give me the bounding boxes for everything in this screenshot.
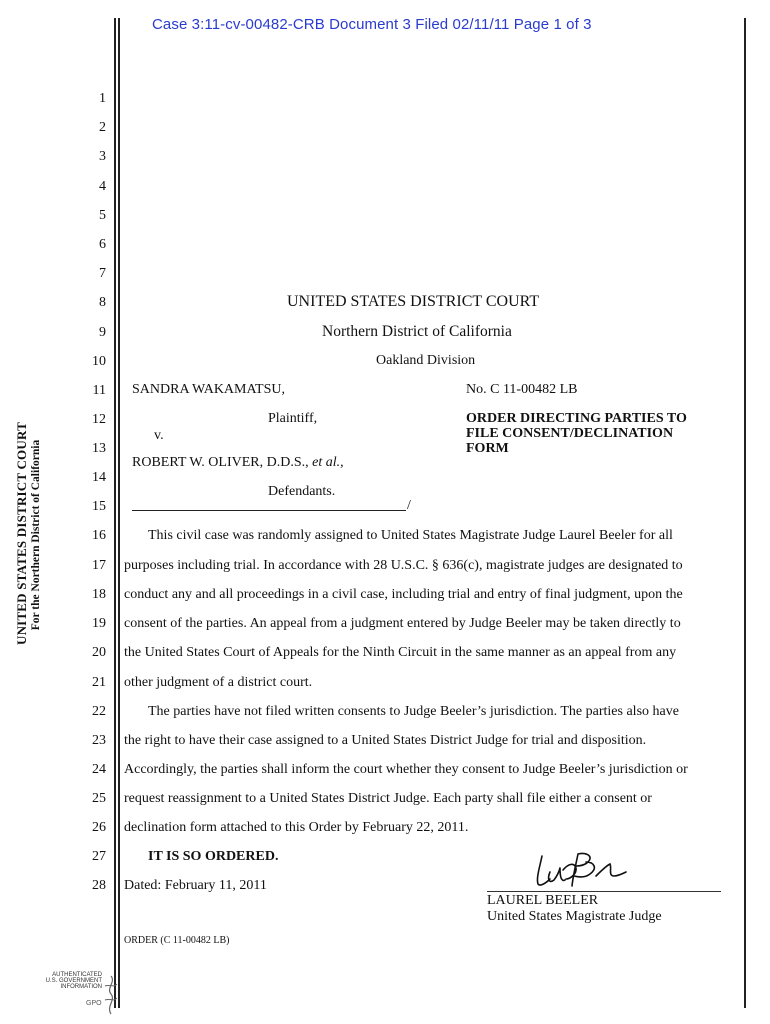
sidebar-court-name: UNITED STATES DISTRICT COURT bbox=[14, 422, 29, 645]
right-margin-rule bbox=[744, 18, 746, 1008]
line-number: 26 bbox=[92, 820, 106, 835]
line-number: 20 bbox=[92, 645, 106, 660]
line-number: 3 bbox=[99, 149, 106, 164]
line-number: 22 bbox=[92, 704, 106, 719]
body-line: other judgment of a district court. bbox=[124, 675, 313, 690]
line-number: 9 bbox=[99, 325, 106, 340]
line-number: 5 bbox=[99, 208, 106, 223]
line-number: 15 bbox=[92, 499, 106, 514]
line-number: 16 bbox=[92, 528, 106, 543]
judge-name: LAUREL BEELER bbox=[487, 893, 599, 908]
left-margin-rule-outer bbox=[114, 18, 116, 1008]
judge-signature-image bbox=[530, 846, 630, 892]
court-division: Oakland Division bbox=[376, 353, 476, 368]
line-number: 17 bbox=[92, 558, 106, 573]
line-number: 24 bbox=[92, 762, 106, 777]
body-line: purposes including trial. In accordance with 28 U.S.C. § 636(c), magistrate judges are designated to bbox=[124, 558, 683, 573]
court-sidebar bbox=[14, 422, 42, 645]
body-line: The parties have not filed written consents to Judge Beeler’s jurisdiction. The parties also have bbox=[148, 704, 679, 719]
signature-line bbox=[487, 891, 721, 892]
body-line: Accordingly, the parties shall inform the court whether they consent to Judge Beeler’s jurisdiction or bbox=[124, 762, 688, 777]
left-margin-rule-inner bbox=[118, 18, 120, 1008]
body-line: the United States Court of Appeals for the Ninth Circuit in the same manner as an appeal from any bbox=[124, 645, 677, 660]
line-number: 23 bbox=[92, 733, 106, 748]
defendant-role: Defendants. bbox=[268, 484, 336, 499]
body-line: request reassignment to a United States District Judge. Each party shall file either a consent or bbox=[124, 791, 652, 806]
line-number: 4 bbox=[99, 179, 106, 194]
so-ordered: IT IS SO ORDERED. bbox=[148, 849, 279, 864]
defendant-name: ROBERT W. OLIVER, D.D.S., et al., bbox=[132, 455, 344, 470]
line-number: 13 bbox=[92, 441, 106, 456]
line-number: 11 bbox=[92, 383, 106, 398]
line-number: 10 bbox=[92, 354, 106, 369]
line-number: 6 bbox=[99, 237, 106, 252]
line-number: 7 bbox=[99, 266, 106, 281]
versus: v. bbox=[154, 428, 164, 443]
line-number: 1 bbox=[99, 91, 106, 106]
line-number: 18 bbox=[92, 587, 106, 602]
body-line: consent of the parties. An appeal from a judgment entered by Judge Beeler may be taken directly to bbox=[124, 616, 681, 631]
judge-title: United States Magistrate Judge bbox=[487, 909, 662, 924]
line-number: 2 bbox=[99, 120, 106, 135]
gpo-seal-text: AUTHENTICATED U.S. GOVERNMENT INFORMATION bbox=[45, 972, 102, 990]
sidebar-district: For the Northern District of California bbox=[30, 439, 42, 631]
body-line: the right to have their case assigned to a United States District Judge for trial and disposition. bbox=[124, 733, 647, 748]
dated-line: Dated: February 11, 2011 bbox=[124, 878, 267, 893]
line-number: 21 bbox=[92, 675, 106, 690]
line-number: 27 bbox=[92, 849, 106, 864]
eagle-emblem-icon bbox=[102, 974, 120, 1016]
filing-header: Case 3:11-cv-00482-CRB Document 3 Filed 02/11/11 Page 1 of 3 bbox=[152, 16, 592, 33]
court-name: UNITED STATES DISTRICT COURT bbox=[287, 293, 540, 310]
line-number: 14 bbox=[92, 470, 106, 485]
case-number: No. C 11-00482 LB bbox=[466, 382, 578, 397]
body-line: conduct any and all proceedings in a civil case, including trial and entry of final judgment, upon the bbox=[124, 587, 683, 602]
plaintiff-role: Plaintiff, bbox=[268, 411, 318, 426]
line-number: 12 bbox=[92, 412, 106, 427]
line-number: 28 bbox=[92, 878, 106, 893]
page-footer: ORDER (C 11-00482 LB) bbox=[124, 935, 230, 946]
caption-slash: / bbox=[407, 498, 411, 513]
caption-underline bbox=[132, 510, 406, 511]
court-district: Northern District of California bbox=[322, 323, 512, 340]
body-line: This civil case was randomly assigned to United States Magistrate Judge Laurel Beeler for all bbox=[148, 528, 673, 543]
gpo-label: GPO bbox=[86, 1000, 102, 1007]
line-number: 8 bbox=[99, 295, 106, 310]
body-line: declination form attached to this Order by February 22, 2011. bbox=[124, 820, 469, 835]
document-title: ORDER DIRECTING PARTIES TO FILE CONSENT/DECLINATION FORM bbox=[466, 411, 687, 456]
gpo-authentication-seal bbox=[40, 972, 120, 1018]
line-number: 25 bbox=[92, 791, 106, 806]
line-number: 19 bbox=[92, 616, 106, 631]
plaintiff-name: SANDRA WAKAMATSU, bbox=[132, 382, 285, 397]
